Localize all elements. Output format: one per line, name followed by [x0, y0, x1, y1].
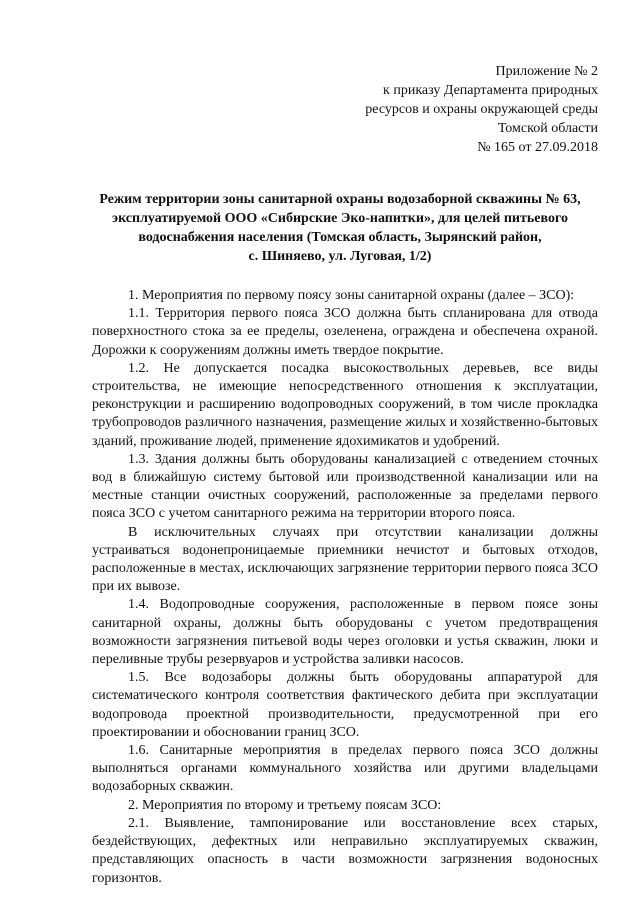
paragraph-1-3-exception: В исключительных случаях при отсутствии канализации должны устраиваться водонепроницаемые приемники нечистот и бытовых отходов, расположенные в местах, исключающих загрязнение территории первого пояса ЗСО при их вывозе. [92, 524, 598, 595]
appendix-order-date: № 165 от 27.09.2018 [477, 140, 598, 155]
appendix-number: Приложение № 2 [495, 64, 598, 79]
paragraph-2-1: 2.1. Выявление, тампонирование или восстановление всех старых, бездействующих, дефектных или неправильно эксплуатируемых скважин, представляющих опасность в части возможности загрязнения водоносных горизонтов. [92, 815, 598, 886]
title-line: водоснабжения населения (Томская область, Зырянский район, [138, 230, 542, 245]
appendix-header [365, 62, 598, 157]
section-heading-1: 1. Мероприятия по первому поясу зоны санитарной охраны (далее – ЗСО): [128, 288, 575, 303]
paragraph-1-3: 1.3. Здания должны быть оборудованы канализацией с отведением сточных вод в ближайшую систему бытовой или производственной канализации или на местные станции очистных сооружений, расположенные за пределами первого пояса ЗСО с учетом санитарного режима на территории второго пояса. [92, 451, 598, 522]
appendix-department: ресурсов и охраны окружающей среды [365, 102, 598, 117]
appendix-order-ref: к приказу Департамента природных [383, 83, 598, 98]
paragraph-1-5: 1.5. Все водозаборы должны быть оборудованы аппаратурой для систематического контроля соответствия фактического дебита при эксплуатации водопровода проектной производительности, предусмотренной при его проектировании и обосновании границ ЗСО. [92, 670, 598, 740]
document-body [92, 287, 598, 888]
paragraph-1-2: 1.2. Не допускается посадка высокоствольных деревьев, все виды строительства, не имеющие непосредственного отношения к эксплуатации, реконструкции и расширению водопроводных сооружений, в том числе прокладка трубопроводов различного назначения, размещение жилых и хозяйственно-бытовых зданий, проживание людей, применение ядохимикатов и удобрений. [92, 360, 598, 449]
title-line: эксплуатируемой ООО «Сибирские Эко-напитки», для целей питьевого [112, 211, 568, 226]
title-line: с. Шиняево, ул. Луговая, 1/2) [248, 249, 432, 264]
paragraph-1-6: 1.6. Санитарные мероприятия в пределах первого пояса ЗСО должны выполняться органами коммунального хозяйства или другими владельцами водозаборных скважин. [92, 743, 598, 795]
appendix-region: Томской области [497, 121, 598, 136]
paragraph-1-1: 1.1. Территория первого пояса ЗСО должна быть спланирована для отвода поверхностного стока за ее пределы, озеленена, ограждена и обеспечена охраной. Дорожки к сооружениям должны иметь твердое покрытие. [92, 306, 598, 358]
paragraph-1-4: 1.4. Водопроводные сооружения, расположенные в первом поясе зоны санитарной охраны, должны быть оборудованы с учетом предотвращения возможности загрязнения питьевой воды через оголовки и устья скважин, люки и переливные трубы резервуаров и устройства заливки насосов. [92, 597, 598, 668]
title-line: Режим территории зоны санитарной охраны водозаборной скважины № 63, [99, 192, 581, 207]
document-title [90, 190, 590, 266]
section-heading-2: 2. Мероприятия по второму и третьему поясам ЗСО: [128, 797, 442, 813]
